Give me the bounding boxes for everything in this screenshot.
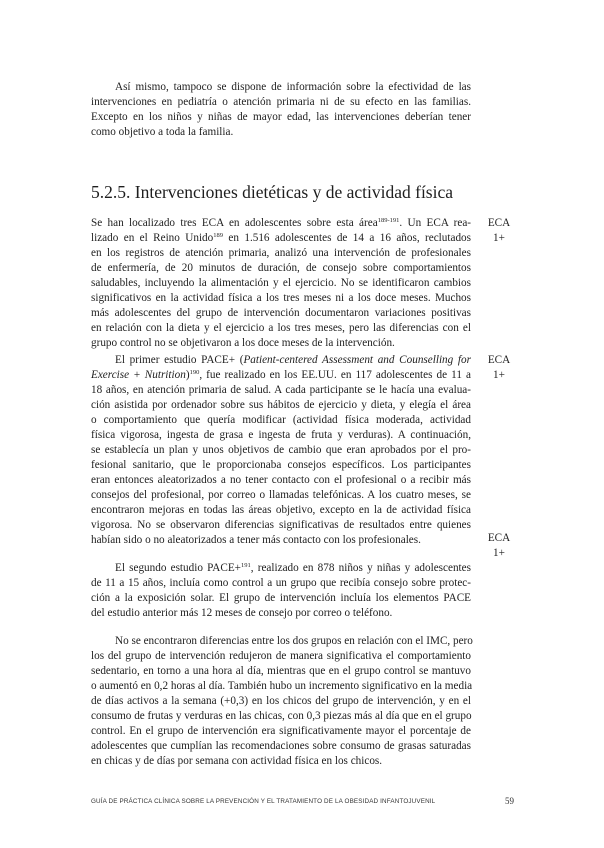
evidence-type: ECA [487, 217, 511, 229]
text-line: física vigorosa, ingesta de grasa e ingesta de fruta y verduras). A continuación, [91, 429, 471, 441]
text-line: de días activos a la semana (+0,3) en los chicos del grupo de intervención, y en el [91, 695, 471, 707]
text-line: adolescentes que cumplían las recomendaciones sobre consumo de grasas saturadas [91, 740, 471, 752]
evidence-level: 1+ [493, 547, 505, 559]
text-line: en los registros de atención primaria, analizó una intervención de profesionales [91, 247, 471, 259]
text-line: lizado en el Reino Unido$^{189}$ en 1.516 adolescentes de 14 a 16 años, reclutados [91, 232, 471, 244]
text-line: El primer estudio PACE+ (Patient-centered Assessment and Counselling for [115, 354, 471, 366]
evidence-level-marker [479, 353, 519, 383]
text-line: en chicas y de días por semana con actividad física en los chicos. [91, 755, 383, 767]
text-line: 18 años, en atención primaria de salud. A cada participante se le hacía una evalua- [91, 384, 471, 396]
text-line: Exercise + Nutrition)$^{190}$, fue realizado en los EE.UU. en 117 adolescentes de 11 a [91, 369, 471, 381]
text-line: de 11 a 15 años, incluía como control a un grupo que recibía consejo sobre protec- [91, 577, 471, 589]
citation-ref: 191 [241, 562, 251, 569]
text-line: ción asistida por ordenador sobre sus hábitos de ejercicio y dieta, y elegía el área [91, 399, 471, 411]
text-line: El segundo estudio PACE+$^{191}$, realizado en 878 niños y niñas y adolescentes [115, 562, 471, 574]
text-line: Excepto en los niños y niñas de mayor edad, las intervenciones deberían tener [91, 111, 471, 123]
citation-ref: 190 [189, 369, 200, 376]
text-line: No se encontraron diferencias entre los dos grupos en relación con el IMC, pero [115, 635, 473, 647]
text-line: se establecía un plan y unos objetivos de cambio que eran aprobados por el pro- [91, 444, 471, 456]
evidence-level: 1+ [493, 232, 505, 244]
evidence-level-marker [479, 216, 519, 246]
section-heading: 5.2.5. Intervenciones dietéticas y de actividad física [91, 182, 454, 202]
text-line: en relación con la dieta y el ejercicio a los tres meses, pero las diferencias con el [91, 322, 471, 334]
text-line: Se han localizado tres ECA en adolescentes sobre esta área$^{189-191}$. Un ECA rea- [91, 217, 472, 229]
evidence-type: ECA [487, 354, 511, 366]
text-line: grupo control no se objetivaron a los doce meses de la intervención. [91, 337, 395, 349]
page-footer: GUÍA DE PRÁCTICA CLÍNICA SOBRE LA PREVENCIÓN Y EL TRATAMIENTO DE LA OBESIDAD INFANTOJUVENIL [91, 798, 436, 805]
text-line: como objetivo a toda la familia. [91, 126, 234, 138]
text-line: control. En el grupo de intervención era significativamente mayor el porcentaje de [91, 725, 471, 737]
evidence-level: 1+ [493, 369, 505, 381]
text-line: los del grupo de intervención redujeron de manera significativa el comportamiento [91, 650, 471, 662]
page-number: 59 [505, 796, 514, 806]
text-line: consumo de frutas y verduras en las chicas, con 0,3 piezas más al día que en el grupo [91, 710, 472, 722]
text-line: de enfermería, de 20 minutos de duración, de consejo sobre comportamientos [91, 262, 471, 274]
citation-ref: 189-191 [377, 217, 400, 224]
text-line: o comportamiento que quería modificar (actividad física moderada, actividad [91, 414, 471, 426]
evidence-level-marker [479, 531, 519, 561]
text-line: vigorosa. No se observaron diferencias significativas de resultados entre quienes [91, 519, 471, 531]
text-line: eran entonces aleatorizados a no tener contacto con el profesional o a recibir más [91, 474, 471, 486]
text-line: o aumentó en 0,2 horas al día. También hubo un incremento significativo en la media [91, 680, 473, 692]
text-line: más adolescentes del grupo de intervención documentaron variaciones positivas [91, 307, 471, 319]
text-line: consejos del profesional, por correo o llamadas telefónicas. A los cuatro meses, se [91, 489, 471, 501]
text-line: intervenciones en pediatría o atención primaria ni de su efecto en las familias. [91, 96, 471, 108]
text-line: del estudio anterior más 12 meses de consejo por correo o teléfono. [91, 607, 393, 619]
text-line: sedentario, en torno a una hora al día, mientras que en el grupo control se mantuvo [91, 665, 471, 677]
evidence-type: ECA [487, 532, 511, 544]
text-line: Así mismo, tampoco se dispone de información sobre la efectividad de las [115, 81, 471, 93]
text-line: ción a la exposición solar. El grupo de intervención incluía los elementos PACE [91, 592, 471, 604]
text-line: saludables, incluyendo la alimentación y el ejercicio. No se identificaron cambios [91, 277, 471, 289]
text-line: significativos en la actividad física a los tres meses ni a los doce meses. Muchos [91, 292, 471, 304]
text-line: encontraron mejoras en todas las áreas objetivo, excepto en la de actividad física [91, 504, 471, 516]
text-line: habían sido o no aleatorizados a tener más contacto con los profesionales. [91, 534, 421, 546]
text-line: fesional sanitario, que le proporcionaba consejos específicos. Los participantes [91, 459, 471, 471]
citation-ref: 189 [213, 232, 223, 239]
